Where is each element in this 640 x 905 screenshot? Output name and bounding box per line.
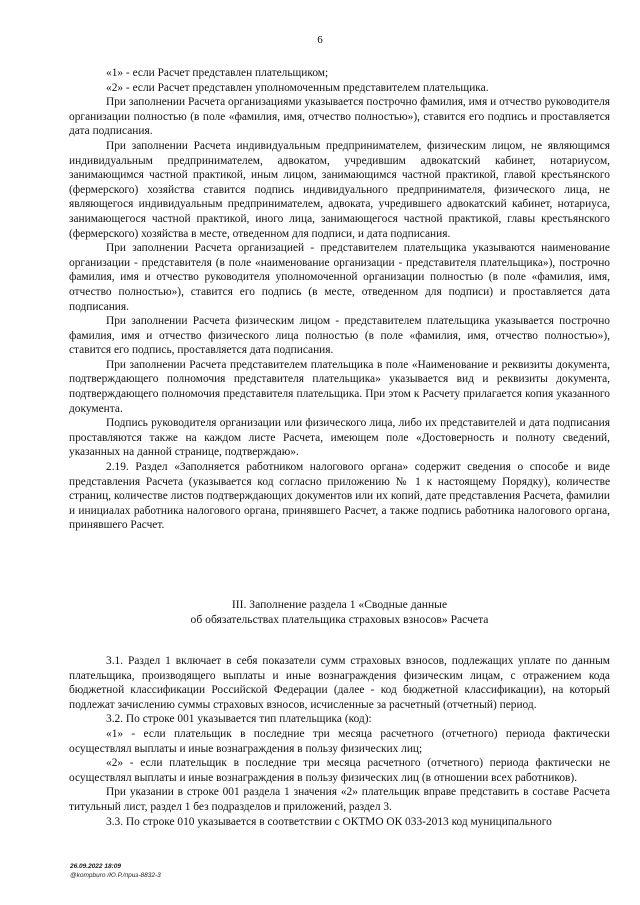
paragraph: «1» - если Расчет представлен плательщиком; <box>106 67 329 79</box>
paragraph: 3.1. Раздел 1 включает в себя показатели сумм страховых взносов, подлежащих уплате по данным плательщика, производящего выплаты и иные вознаграждения физическим лицам, с отражением кода бюджетной классификации Российской Федерации (далее - код бюджетной классификации), на который подлежат зачислению суммы страховых взносов, исчисленные за расчетный (отчетный) период. <box>69 655 610 711</box>
paragraph: 3.2. По строке 001 указывается тип плательщика (код): <box>106 713 372 726</box>
document-footer <box>70 862 161 880</box>
section-heading-line-1: III. Заполнение раздела 1 «Сводные данные <box>231 598 448 611</box>
paragraph: При указании в строке 001 раздела 1 значения «2» плательщик вправе представить в составе Расчета титульный лист, раздел 1 без подразделов и приложений, раздел 3. <box>69 786 610 813</box>
paragraph: 2.19. Раздел «Заполняется работником налогового органа» содержит сведения о способе и виде представления Расчета (указывается код согласно приложению № 1 к настоящему Порядку), количестве страниц, количестве листов подтверждающих документов или их копий, дате представления Расчета, фамилии и инициалах работника налогового органа, принявшего Расчет, а также подпись работника налогового органа, принявшего Расчет. <box>69 461 610 532</box>
paragraph: «2» - если плательщик в последние три месяца расчетного (отчетного) периода фактически не осуществлял выплаты и иные вознаграждения в пользу физических лиц (в отношении всех работников). <box>69 757 610 784</box>
section-heading <box>69 597 610 627</box>
footer-date: 26.09.2022 18:09 <box>70 863 121 870</box>
page-number: 6 <box>317 34 323 46</box>
paragraph: При заполнении Расчета индивидуальным предпринимателем, физическим лицом, не являющимся индивидуальным предпринимателем, адвокатом, учредившим адвокатский кабинет, нотариусом, занимающимся частной практикой, иным лицом, занимающимся частной практикой, главой крестьянского (фермерского) хозяйства ставится подпись индивидуального предпринимателя, физического лица, не являющегося индивидуальным предпринимателем, адвоката, учредившего адвокатский кабинет, нотариуса, занимающегося частной практикой, иного лица, занимающегося частной практикой, главы крестьянского (фермерского) хозяйства в месте, отведенном для подписи, и дата подписания. <box>69 139 610 240</box>
paragraph: При заполнении Расчета физическим лицом - представителем плательщика указывается построчно фамилия, имя и отчество физического лица полностью (в поле «фамилия, имя, отчество полностью»), ставится его подпись, проставляется дата подписания. <box>69 315 610 357</box>
footer-source: @kompburo /Ю.Р./приз-8832-3 <box>70 872 161 879</box>
paragraph: «2» - если Расчет представлен уполномоченным представителем плательщика. <box>106 81 489 94</box>
document-body <box>69 66 610 829</box>
paragraph: «1» - если плательщик в последние три месяца расчетного (отчетного) периода фактически осуществлял выплаты и иные вознаграждения в пользу физических лиц; <box>69 727 610 755</box>
paragraph: При заполнении Расчета представителем плательщика в поле «Наименование и реквизиты документа, подтверждающего полномочия представителя плательщика» указывается вид и реквизиты документа, подтверждающего полномочия представителя плательщика. При этом к Расчету прилагается копия указанного документа. <box>69 358 610 415</box>
paragraph: При заполнении Расчета организациями указывается построчно фамилия, имя и отчество руководителя организации полностью (в поле «фамилия, имя, отчество полностью»), ставится его подпись и проставляется дата подписания. <box>69 96 610 138</box>
paragraph: 3.3. По строке 010 указывается в соответствии с ОКТМО ОК 033-2013 код муниципального <box>106 815 552 828</box>
paragraph: Подпись руководителя организации или физического лица, либо их представителей и дата подписания проставляются также на каждом листе Расчета, имеющем поле «Достоверность и полноту сведений, указанных на данной странице, подтверждаю». <box>69 417 610 459</box>
paragraph: При заполнении Расчета организацией - представителем плательщика указываются наименование организации - представителя (в поле «наименование организации - представителя плательщика»), построчно фамилия, имя и отчество руководителя уполномоченной организации полностью (в поле «фамилия, имя, отчество полностью»), ставится его подпись (в месте, отведенном для подписи) и проставляется дата подписания. <box>69 242 610 313</box>
section-heading-line-2: об обязательствах плательщика страховых взносов» Расчета <box>190 613 489 626</box>
